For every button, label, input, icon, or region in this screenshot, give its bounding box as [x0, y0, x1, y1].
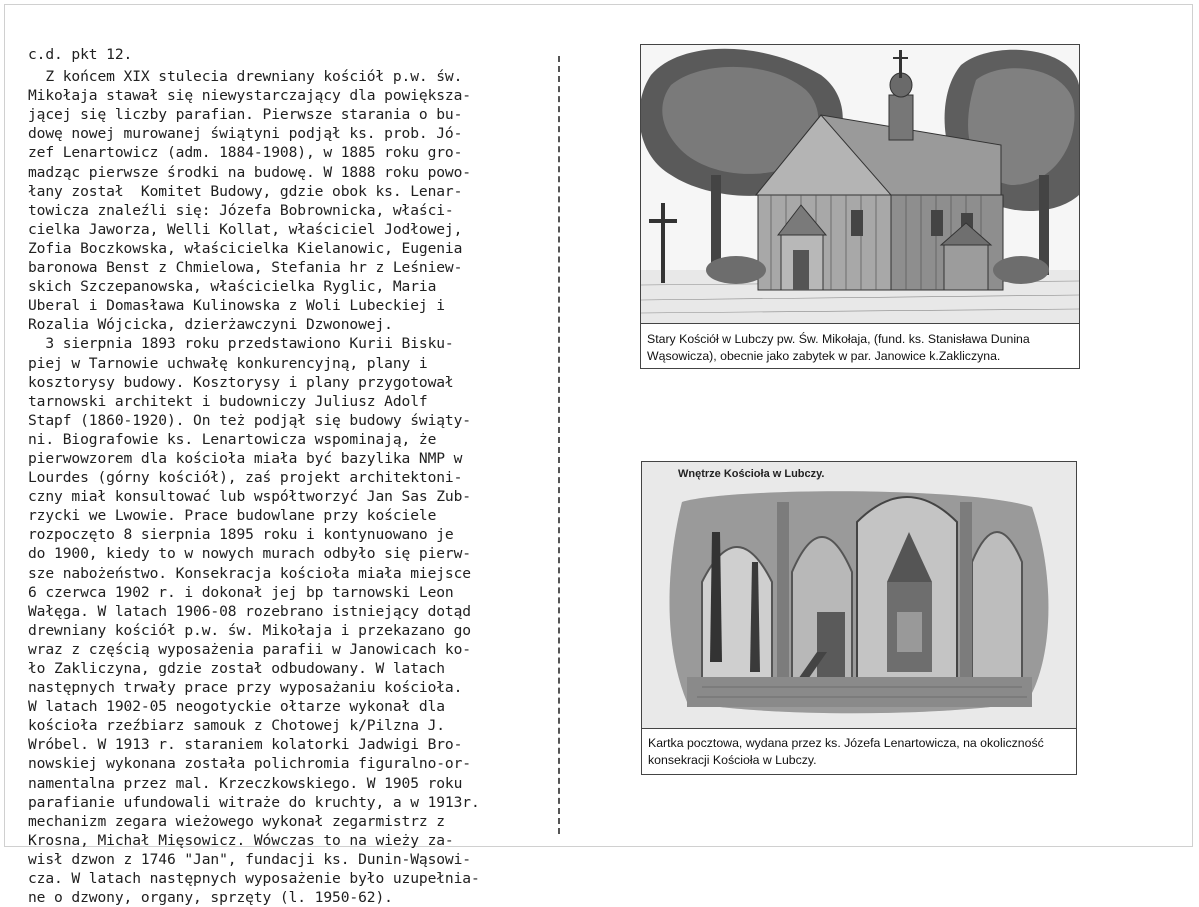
text-line: Uberal i Domasława Kulinowska z Woli Lubeckiej i — [28, 297, 445, 315]
text-line: Stapf (1860-1920). On też podjął się budowy świąty- — [28, 411, 471, 429]
text-line: mechanizm zegara wieżowego wykonał zegarmistrz z — [28, 812, 445, 830]
text-line: skich Szczepanowska, właścicielka Ryglic, Maria — [28, 278, 437, 296]
text-line: ne o dzwony, organy, sprzęty (l. 1950-62). — [28, 889, 393, 907]
text-line: namentalna przez mal. Krzeczkowskiego. W 1905 roku — [28, 774, 463, 792]
text-line: Wałęga. W latach 1906-08 rozebrano istniejący dotąd — [28, 602, 471, 620]
text-line: baronowa Benst z Chmielowa, Stefania hr z Leśniew- — [28, 259, 463, 277]
text-line: sze nabożeństwo. Konsekracja kościoła miała miejsce — [28, 564, 471, 582]
postcard-caption-line-2: konsekracji Kościoła w Lubczy. — [648, 753, 817, 767]
text-line: nowskiej wykonana została polichromia figuralno-or- — [28, 755, 471, 773]
text-line: cza. W latach następnych wyposażenie było uzupełnia- — [28, 870, 480, 888]
text-line: parafianie ufundowali witraże do kruchty, a w 1913r. — [28, 793, 480, 811]
typed-paragraphs — [28, 67, 563, 907]
text-line: madząc pierwsze środki na budowę. W 1888 roku powo- — [28, 163, 471, 181]
postcard-title: Wnętrze Kościoła w Lubczy. — [678, 468, 825, 480]
text-line: drewniany kościół p.w. św. Mikołaja i przekazano go — [28, 621, 471, 639]
text-line: towicza znaleźli się: Józefa Bobrownicka, właści- — [28, 201, 454, 219]
old-church-caption-line-2: Wąsowicza), obecnie jako zabytek w par. Janowice k.Zakliczyna. — [647, 349, 1001, 363]
text-line: pierwowzorem dla kościoła miała być bazylika NMP w — [28, 449, 463, 467]
text-line: Krosna, Michał Mięsowicz. Wówczas to na wieży za- — [28, 831, 454, 849]
section-heading: c.d. pkt 12. — [28, 46, 133, 63]
postcard-interior-photo — [642, 462, 1076, 729]
church-interior-drawing — [642, 462, 1076, 728]
text-line: łany został Komitet Budowy, gdzie obok ks. Lenar- — [28, 182, 463, 200]
text-line: jącej się liczby parafian. Pierwsze starania o bu- — [28, 106, 463, 124]
old-church-illustration — [641, 45, 1079, 324]
postcard-caption — [648, 735, 1072, 769]
text-line: 3 sierpnia 1893 roku przedstawiono Kurii Bisku- — [28, 335, 454, 353]
text-line: tarnowski architekt i budowniczy Juliusz Adolf — [28, 392, 428, 410]
text-line: 6 czerwca 1902 r. i dokonał jej bp tarnowski Leon — [28, 583, 454, 601]
typed-text-column — [28, 45, 563, 907]
text-line: W latach 1902-05 neogotyckie ołtarze wykonał dla — [28, 698, 445, 716]
text-line: cielka Jaworza, Welli Kollat, właściciel Jodłowej, — [28, 220, 463, 238]
old-church-drawing — [641, 45, 1079, 323]
text-line: wisł dzwon z 1746 "Jan", fundacji ks. Dunin-Wąsowi- — [28, 850, 471, 868]
text-line: czny miał konsultować lub współtworzyć Jan Sas Zub- — [28, 488, 471, 506]
text-line: kościoła rzeźbiarz samouk z Chotowej k/Pilzna J. — [28, 717, 445, 735]
text-line: Zofia Boczkowska, właścicielka Kielanowic, Eugenia — [28, 239, 463, 257]
postcard-caption-line-1: Kartka pocztowa, wydana przez ks. Józefa Lenartowicza, na okoliczność — [648, 736, 1044, 750]
text-line: do 1900, kiedy to w nowych murach odbyło się pierw- — [28, 545, 471, 563]
text-line: rzycki we Lwowie. Prace budowlane przy kościele — [28, 507, 437, 525]
text-line: zef Lenartowicz (adm. 1884-1908), w 1885 roku gro- — [28, 144, 463, 162]
old-church-caption-line-1: Stary Kościół w Lubczy pw. Św. Mikołaja, (fund. ks. Stanisława Dunina — [647, 332, 1030, 346]
text-line: wraz z częścią wyposażenia parafii w Janowicach ko- — [28, 640, 471, 658]
dashed-column-divider — [558, 56, 560, 834]
figure-old-church — [640, 44, 1080, 369]
text-line: Mikołaja stawał się niewystarczający dla powiększa- — [28, 87, 471, 105]
figure-postcard — [641, 461, 1077, 775]
text-line: Z końcem XIX stulecia drewniany kościół p.w. św. — [28, 68, 463, 86]
text-line: następnych trwały prace przy wyposażaniu kościoła. — [28, 679, 463, 697]
text-line: ło Zakliczyna, gdzie został odbudowany. W latach — [28, 660, 445, 677]
text-line: ni. Biografowie ks. Lenartowicza wspominają, że — [28, 430, 437, 448]
text-line: rozpoczęto 8 sierpnia 1895 roku i kontynuowano je — [28, 526, 454, 544]
text-line: Lourdes (górny kościół), zaś projekt architektoni- — [28, 469, 463, 487]
text-line: dowę nowej murowanej świątyni podjął ks. prob. Jó- — [28, 125, 463, 143]
text-line: kosztorysy budowy. Kosztorysy i plany przygotował — [28, 373, 454, 391]
text-line: Rozalia Wójcicka, dzierżawczyni Dzwonowej. — [28, 316, 393, 334]
old-church-caption — [647, 331, 1075, 365]
text-line: piej w Tarnowie uchwałę konkurencyjną, plany i — [28, 354, 428, 372]
text-line: Wróbel. W 1913 r. staraniem kolatorki Jadwigi Bro- — [28, 736, 463, 754]
